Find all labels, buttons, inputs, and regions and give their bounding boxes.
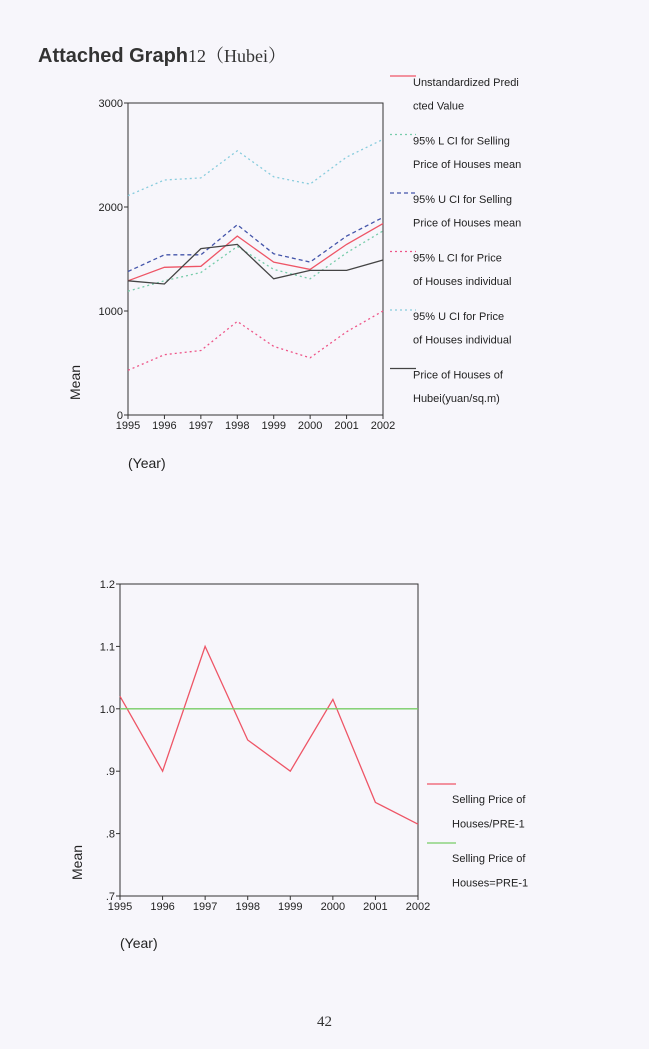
chart2-y-tick-label: 1.2 — [99, 579, 115, 591]
chart1-series-line-1 — [128, 224, 383, 281]
chart2-y-tick-label: .7 — [105, 891, 115, 903]
chart1-x-tick-label: 2001 — [334, 420, 359, 432]
chart1-legend-label-2: 95% L CI for Selling — [413, 135, 510, 148]
chart1-legend-label-5: 95% U CI for Price — [413, 311, 505, 323]
chart1-legend-label-2: Price of Houses mean — [413, 159, 522, 171]
chart1-y-axis-title: Mean — [67, 364, 83, 400]
chart1-legend-label-6: Hubei(yuan/sq.m) — [413, 393, 500, 405]
chart2-legend-label-2: Selling Price of — [452, 853, 526, 865]
chart1-legend-label-3: Price of Houses mean — [413, 217, 522, 230]
chart2-y-tick-label: .8 — [105, 828, 115, 841]
chart1-legend-label-1: Unstandardized Predi — [413, 77, 519, 89]
chart2-y-tick-label: .9 — [105, 766, 115, 779]
chart1-legend-label-6: Price of Houses of — [413, 369, 503, 382]
chart2-series-line-1 — [120, 646, 418, 824]
chart1-legend-label-3: 95% U CI for Selling — [413, 194, 513, 206]
chart2-x-tick-label: 1999 — [278, 901, 303, 913]
chart1-y-tick-label: 0 — [116, 410, 123, 422]
chart1-y-tick-label: 3000 — [98, 98, 123, 110]
chart2-legend-label-1: Selling Price of — [452, 794, 526, 806]
chart1-legend-label-4: 95% L CI for Price — [413, 252, 502, 265]
chart2-x-tick-label: 1997 — [192, 901, 218, 913]
chart2-legend-label-1: Houses/PRE-1 — [452, 818, 525, 831]
chart2-x-tick-label: 2001 — [363, 901, 388, 913]
chart2-y-tick-label: 1.0 — [99, 703, 115, 716]
chart1-series-line-3 — [128, 217, 383, 271]
chart1-x-axis-title: (Year) — [128, 455, 166, 471]
chart2-y-tick-label: 1.1 — [99, 641, 115, 654]
chart1-x-tick-label: 1995 — [115, 420, 141, 432]
chart1-legend-label-5: of Houses individual — [413, 334, 512, 347]
chart1-x-tick-label: 2000 — [297, 420, 323, 432]
chart2-x-tick-label: 2002 — [405, 901, 431, 913]
chart1-legend-label-4: of Houses individual — [413, 276, 512, 288]
chart1-x-tick-label: 1998 — [225, 420, 250, 432]
chart1-series-line-6 — [128, 244, 383, 284]
chart2-x-tick-label: 1996 — [150, 901, 175, 913]
chart2-x-tick-label: 2000 — [320, 901, 346, 913]
chart1-x-tick-label: 1997 — [188, 420, 214, 432]
page-number: 42 — [317, 1014, 332, 1030]
chart1-x-tick-label: 2002 — [370, 420, 396, 432]
page-title-bold: Attached Graph — [38, 45, 189, 67]
chart1-legend-label-1: cted Value — [413, 100, 465, 113]
chart1-series-line-4 — [128, 311, 383, 370]
chart2-x-tick-label: 1995 — [107, 901, 133, 913]
chart1-y-tick-label: 1000 — [98, 306, 123, 318]
chart2-y-axis-title: Mean — [69, 844, 85, 880]
chart1-x-tick-label: 1996 — [152, 420, 177, 432]
chart2-x-axis-title: (Year) — [120, 935, 158, 951]
chart2-plot-frame — [120, 584, 418, 896]
page-title-suffix: 12（Hubei） — [188, 46, 287, 66]
chart2-x-tick-label: 1998 — [235, 901, 260, 913]
chart1-plot-frame — [128, 103, 383, 415]
chart2-legend-label-2: Houses=PRE-1 — [452, 877, 529, 890]
chart1-series-line-5 — [128, 139, 383, 195]
chart1-x-tick-label: 1999 — [261, 420, 286, 432]
chart1-y-tick-label: 2000 — [98, 202, 123, 214]
